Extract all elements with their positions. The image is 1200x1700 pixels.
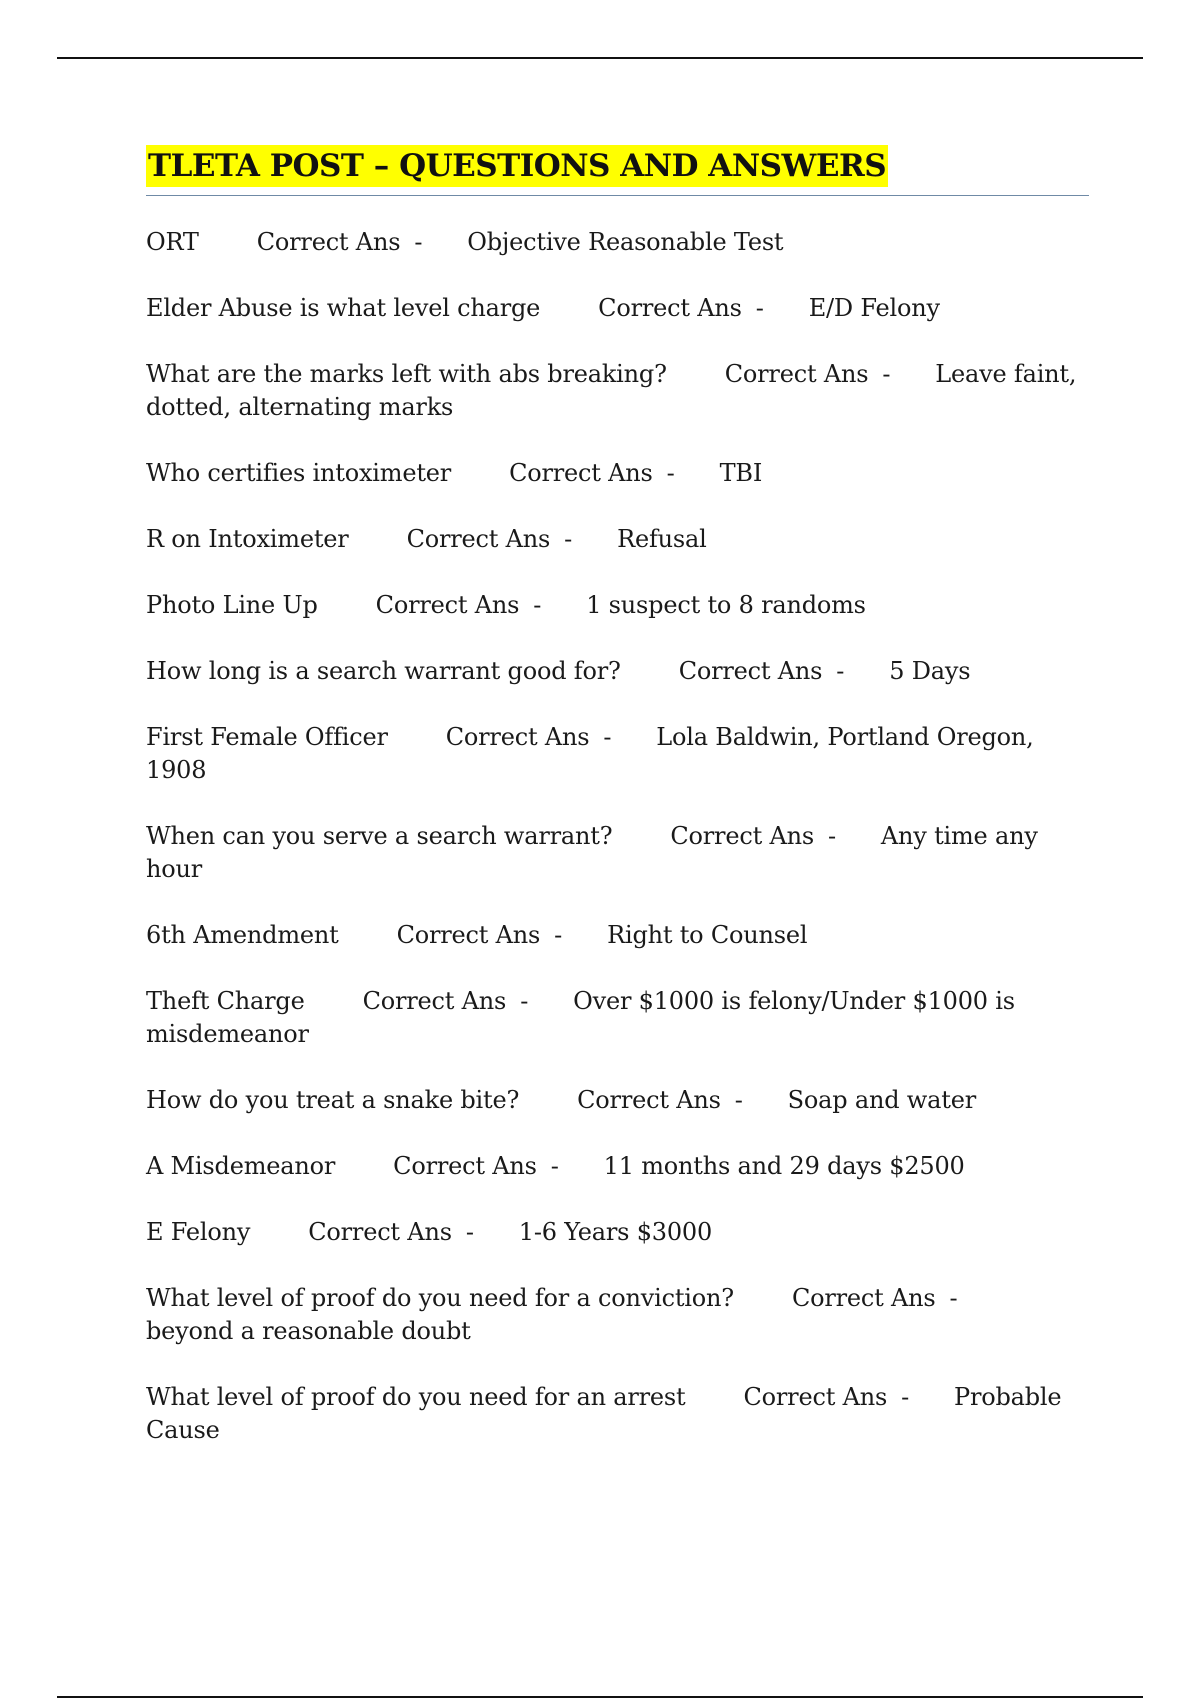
answer-separator: - [564, 525, 573, 553]
qa-item [146, 1282, 1089, 1348]
qa-item [146, 523, 1089, 556]
answer-label: Correct Ans [743, 1383, 888, 1411]
answer-text: Objective Reasonable Test [467, 228, 784, 256]
qa-item [146, 1084, 1089, 1117]
answer-text: beyond a reasonable doubt [146, 1317, 471, 1345]
answer-label: Correct Ans [393, 1152, 537, 1180]
question-text: R on Intoximeter [146, 525, 349, 553]
answer-separator: - [901, 1383, 910, 1411]
title-block [146, 145, 1089, 196]
answer-label: Correct Ans [362, 987, 507, 1015]
document-title: TLETA POST – QUESTIONS AND ANSWERS [146, 145, 888, 187]
answer-text: Any time any hour [146, 822, 1038, 883]
answer-label: Correct Ans [509, 459, 653, 487]
question-text: Theft Charge [146, 987, 305, 1015]
footer-rule [57, 1696, 1143, 1698]
answer-separator: - [666, 459, 675, 487]
qa-item [146, 226, 1089, 259]
answer-separator: - [603, 723, 612, 751]
answer-text: 1 suspect to 8 randoms [586, 591, 866, 619]
answer-separator: - [734, 1086, 743, 1114]
question-text: A Misdemeanor [146, 1152, 336, 1180]
answer-text: Probable Cause [146, 1383, 1062, 1444]
answer-separator: - [827, 822, 836, 850]
qa-item [146, 1381, 1089, 1447]
qa-list [146, 226, 1089, 1447]
answer-label: Correct Ans [396, 921, 541, 949]
answer-text: 5 Days [889, 657, 971, 685]
qa-item [146, 292, 1089, 325]
question-text: What level of proof do you need for a conviction? [146, 1284, 734, 1312]
answer-text: 1-6 Years $3000 [518, 1218, 713, 1246]
qa-item [146, 820, 1089, 886]
qa-item [146, 457, 1089, 490]
answer-text: TBI [719, 459, 763, 487]
question-text: E Felony [146, 1218, 251, 1246]
answer-text: Over $1000 is felony/Under $1000 is misdemeanor [146, 987, 1015, 1048]
qa-item [146, 655, 1089, 688]
answer-text: 11 months and 29 days $2500 [603, 1152, 965, 1180]
answer-text: Right to Counsel [607, 921, 808, 949]
question-text: What are the marks left with abs breaking? [146, 360, 667, 388]
question-text: Photo Line Up [146, 591, 318, 619]
question-text: First Female Officer [146, 723, 388, 751]
answer-text: Refusal [617, 525, 707, 553]
qa-item [146, 1150, 1089, 1183]
question-text: What level of proof do you need for an arrest [146, 1383, 686, 1411]
answer-text: Leave faint, dotted, alternating marks [146, 360, 1077, 421]
answer-label: Correct Ans [375, 591, 520, 619]
question-text: Elder Abuse is what level charge [146, 294, 541, 322]
header-rule [57, 57, 1143, 59]
qa-item [146, 721, 1089, 787]
answer-separator: - [414, 228, 423, 256]
question-text: Who certifies intoximeter [146, 459, 452, 487]
answer-label: Correct Ans [406, 525, 551, 553]
answer-separator: - [550, 1152, 559, 1180]
qa-item [146, 358, 1089, 424]
question-text: ORT [146, 228, 199, 256]
answer-separator: - [465, 1218, 474, 1246]
answer-label: Correct Ans [724, 360, 869, 388]
question-text: When can you serve a search warrant? [146, 822, 613, 850]
qa-item [146, 1216, 1089, 1249]
question-text: How do you treat a snake bite? [146, 1086, 520, 1114]
answer-text: Soap and water [787, 1086, 976, 1114]
answer-label: Correct Ans [577, 1086, 721, 1114]
answer-label: Correct Ans [256, 228, 401, 256]
qa-item [146, 985, 1089, 1051]
answer-separator: - [882, 360, 891, 388]
answer-separator: - [755, 294, 764, 322]
answer-text: E/D Felony [808, 294, 940, 322]
answer-label: Correct Ans [678, 657, 823, 685]
answer-label: Correct Ans [791, 1284, 936, 1312]
answer-separator: - [554, 921, 563, 949]
qa-item [146, 919, 1089, 952]
answer-text: Lola Baldwin, Portland Oregon, 1908 [146, 723, 1034, 784]
answer-label: Correct Ans [598, 294, 742, 322]
answer-label: Correct Ans [670, 822, 814, 850]
answer-separator: - [533, 591, 542, 619]
question-text: 6th Amendment [146, 921, 339, 949]
answer-separator: - [520, 987, 529, 1015]
answer-separator: - [836, 657, 845, 685]
answer-separator: - [949, 1284, 958, 1312]
question-text: How long is a search warrant good for? [146, 657, 621, 685]
qa-item [146, 589, 1089, 622]
document-body [146, 145, 1089, 1480]
answer-label: Correct Ans [445, 723, 590, 751]
answer-label: Correct Ans [308, 1218, 452, 1246]
